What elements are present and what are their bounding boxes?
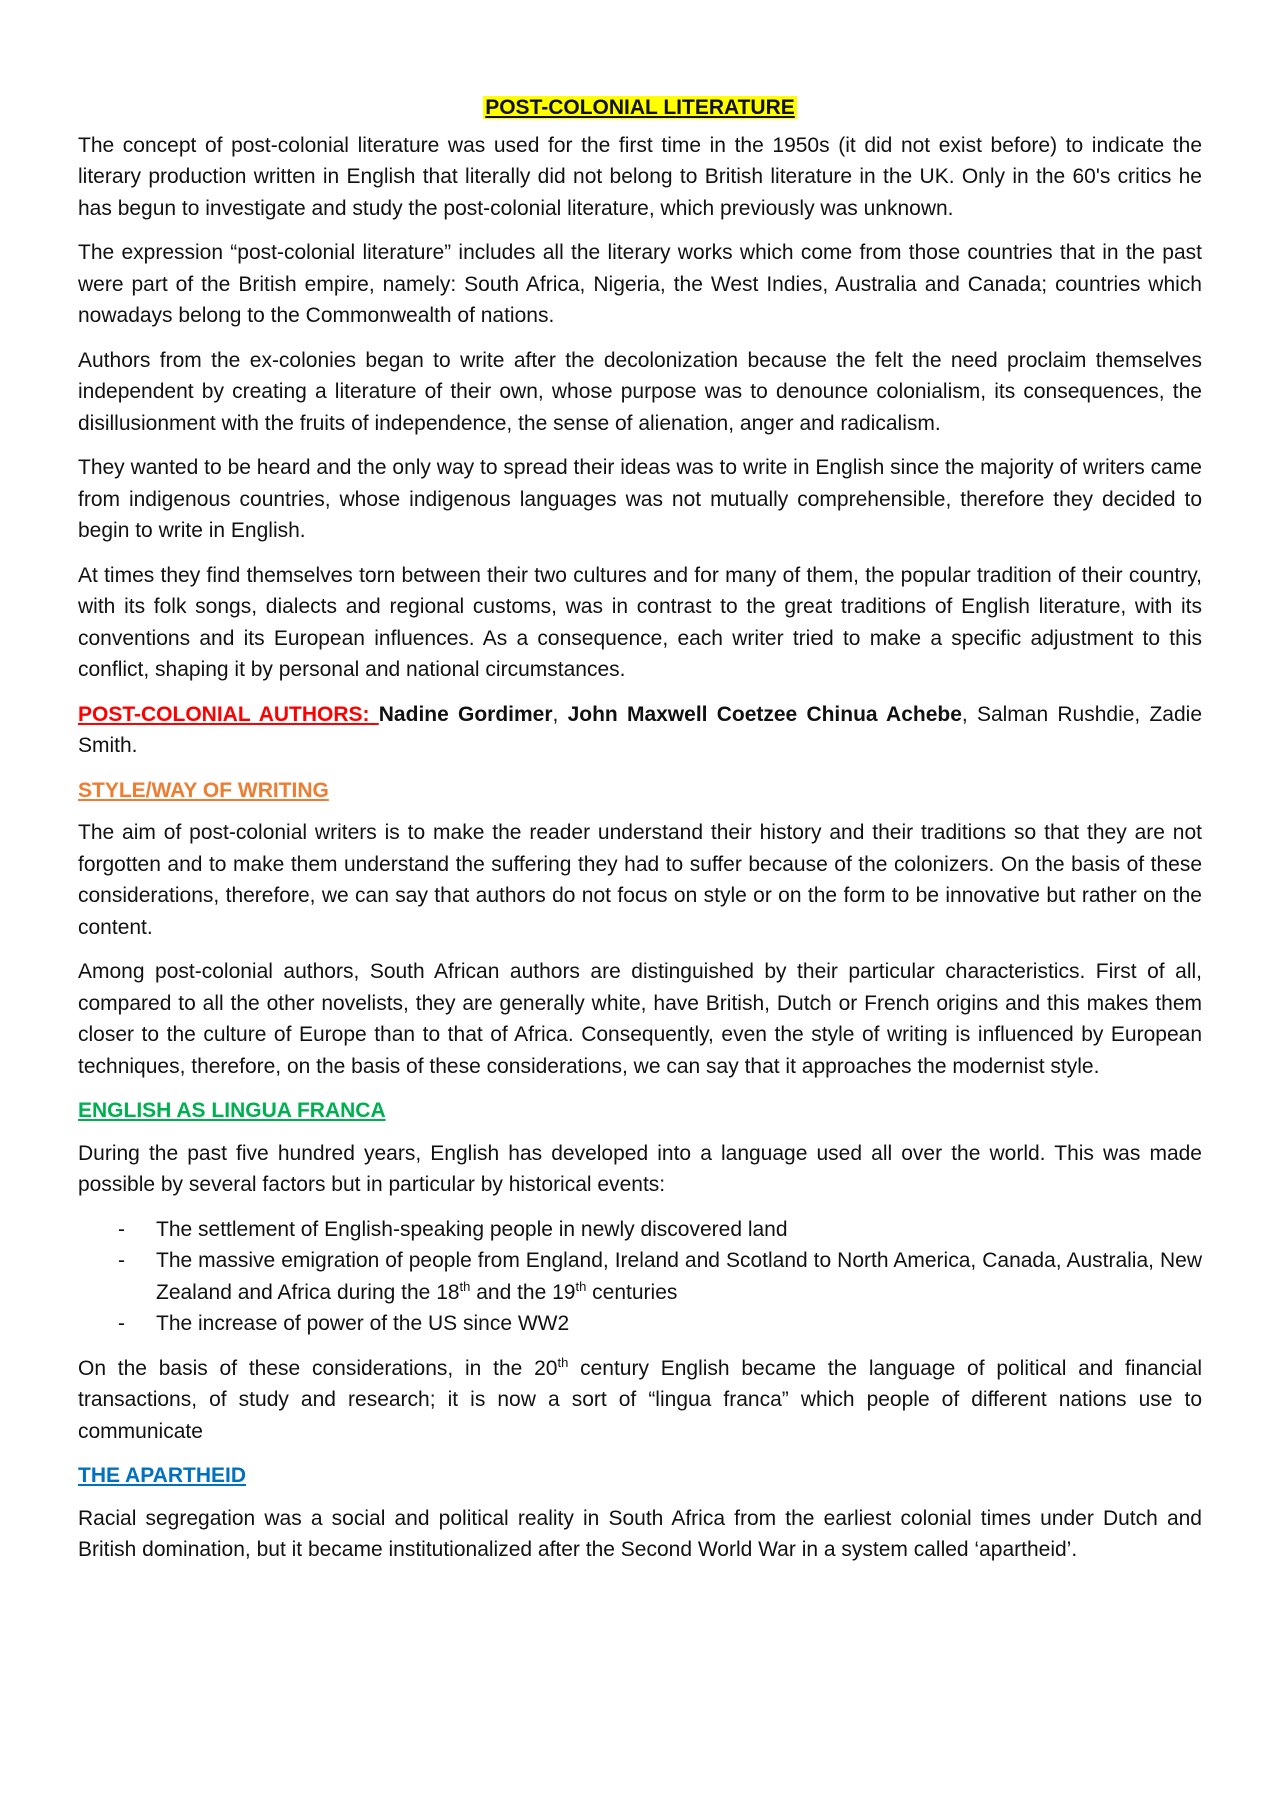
intro-paragraph-4: They wanted to be heard and the only way to spread their ideas was to write in English since the majority of writers came from indigenous countries, whose indigenous languages was not mutually comprehensible, therefore they decided to begin to write in English. <box>78 456 1202 542</box>
authors-separator: , <box>552 702 568 726</box>
superscript: th <box>557 1354 569 1370</box>
style-heading: STYLE/WAY OF WRITING <box>78 778 329 802</box>
lingua-conclusion-paragraph <box>78 1353 1202 1448</box>
dash-bullet: - <box>118 1249 125 1272</box>
lingua-intro-paragraph: During the past five hundred years, English has developed into a language used all over the world. This was made possible by several factors but in particular by historical events: <box>78 1141 1202 1196</box>
lingua-franca-heading: ENGLISH AS LINGUA FRANCA <box>78 1099 386 1122</box>
dash-bullet: - <box>118 1217 125 1241</box>
list-item <box>78 1245 1202 1308</box>
list-item <box>78 1214 1202 1246</box>
dash-bullet: - <box>118 1312 125 1335</box>
factors-list <box>78 1214 1202 1340</box>
authors-label: POST-COLONIAL AUTHORS: <box>78 702 379 726</box>
list-item-text: and the 19 <box>470 1280 576 1304</box>
apartheid-heading: THE APARTHEID <box>78 1464 246 1487</box>
style-paragraph-2: Among post-colonial authors, South African authors are distinguished by their particular characteristics. First of all, compared to all the other novelists, they are generally white, have British, Dutch or French origins and this makes them closer to the culture of Europe than to that of Africa. Consequently, even the style of writing is influenced by European techniques, therefore, on the basis of these considerations, we can say that it approaches the modernist style. <box>78 960 1202 1078</box>
conclusion-text: On the basis of these considerations, in the 20 <box>78 1356 558 1380</box>
intro-paragraph-2: The expression “post-colonial literature” includes all the literary works which come from those countries that in the past were part of the British empire, namely: South Africa, Nigeria, the West Indies, Australia and Canada; countries which nowadays belong to the Commonwealth of nations. <box>78 241 1202 327</box>
style-paragraph-1: The aim of post-colonial writers is to make the reader understand their history and their traditions so that they are not forgotten and to make them understand the suffering they had to suffer because of the colonizers. On the basis of these considerations, therefore, we can say that authors do not focus on style or on the form to be innovative but rather on the content. <box>78 821 1202 939</box>
list-item-text: centuries <box>586 1280 678 1304</box>
list-item-text: The increase of power of the US since WW2 <box>156 1312 570 1335</box>
list-item-text: The massive emigration of people from England, Ireland and Scotland to North America, Canada, Australia, New Zealand and Africa during the 18 <box>156 1249 1202 1304</box>
apartheid-paragraph: Racial segregation was a social and political reality in South Africa from the earliest colonial times under Dutch and British domination, but it became institutionalized after the Second World War in a system called ‘apartheid’. <box>78 1506 1202 1561</box>
page-title: POST-COLONIAL LITERATURE <box>485 96 795 119</box>
authors-paragraph <box>78 699 1202 762</box>
author-gordimer: Nadine Gordimer <box>378 702 553 726</box>
title-wrap <box>78 92 1202 124</box>
authors-rest: , Salman Rushdie, Zadie Smith. <box>78 702 1202 757</box>
conclusion-text: century English became the language of political and financial transactions, of study and research; it is now a sort of “lingua franca” which people of different nations use to communicate <box>78 1356 1202 1443</box>
intro-paragraph-3: Authors from the ex-colonies began to write after the decolonization because the felt the need proclaim themselves independent by creating a literature of their own, whose purpose was to denounce colonialism, its consequences, the disillusionment with the fruits of independence, the sense of alienation, anger and radicalism. <box>78 348 1202 435</box>
author-coetzee-achebe: John Maxwell Coetzee Chinua Achebe <box>567 702 962 726</box>
superscript: th <box>459 1278 471 1294</box>
intro-paragraph-1: The concept of post-colonial literature was used for the first time in the 1950s (it did not exist before) to indicate the literary production written in English that literally did not belong to British literature in the UK. Only in the 60's critics he has begun to investigate and study the post-colonial literature, which previously was unknown. <box>78 133 1202 220</box>
list-item <box>78 1308 1202 1340</box>
superscript: th <box>575 1278 587 1294</box>
intro-paragraph-5: At times they find themselves torn between their two cultures and for many of them, the popular tradition of their country, with its folk songs, dialects and regional customs, was in contrast to the great traditions of English literature, with its conventions and its European influences. As a consequence, each writer tried to make a specific adjustment to this conflict, shaping it by personal and national circumstances. <box>78 563 1202 681</box>
list-item-text: The settlement of English-speaking people in newly discovered land <box>156 1217 788 1241</box>
